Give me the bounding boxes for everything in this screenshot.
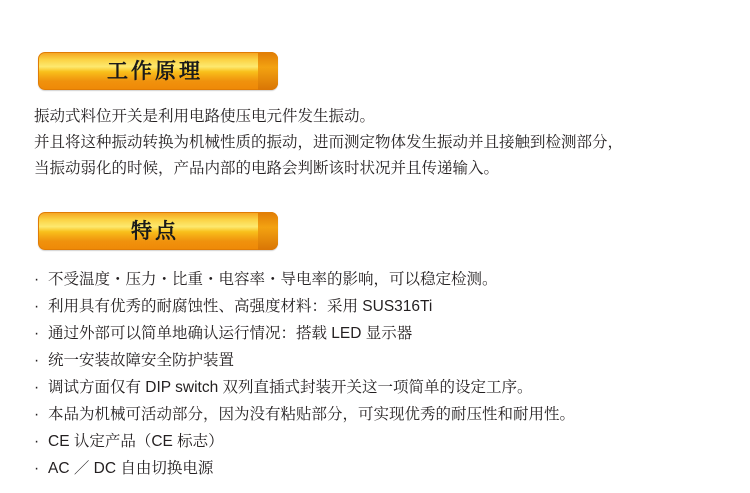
- bullet-marker: ·: [34, 352, 40, 369]
- feature-list: [34, 266, 734, 482]
- section-features: [0, 212, 750, 482]
- list-item-label: 本品为机械可活动部分，因为没有粘贴部分，可实现优秀的耐压性和耐用性。: [48, 406, 576, 423]
- list-item: [34, 347, 734, 374]
- bullet-marker: ·: [34, 460, 40, 477]
- list-item-label: AC ／ DC 自由切换电源: [48, 460, 214, 477]
- section-heading-banner-principle: [38, 52, 278, 90]
- list-item: [34, 374, 734, 401]
- list-item-label: 利用具有优秀的耐腐蚀性、高强度材料：采用 SUS316Ti: [48, 298, 433, 315]
- bullet-marker: ·: [34, 325, 40, 342]
- list-item-label: 通过外部可以简单地确认运行情况：搭载 LED 显示器: [48, 325, 413, 342]
- principle-paragraph-2: 并且将这种振动转换为机械性质的振动，进而测定物体发生振动并且接触到检测部分，: [34, 134, 624, 151]
- principle-body-text: [34, 104, 724, 182]
- list-item-label: 调试方面仅有 DIP switch 双列直插式封装开关这一项简单的设定工序。: [48, 379, 533, 396]
- list-item: [34, 428, 734, 455]
- bullet-marker: ·: [34, 298, 40, 315]
- section-heading-banner-features: [38, 212, 278, 250]
- list-item: [34, 293, 734, 320]
- principle-paragraph-1: 振动式料位开关是利用电路使压电元件发生振动。: [34, 108, 376, 125]
- bullet-marker: ·: [34, 271, 40, 288]
- list-item: [34, 320, 734, 347]
- list-item: [34, 401, 734, 428]
- bullet-marker: ·: [34, 406, 40, 423]
- list-item: [34, 455, 734, 482]
- list-item-label: 不受温度・压力・比重・电容率・导电率的影响，可以稳定检测。: [48, 271, 498, 288]
- bullet-marker: ·: [34, 379, 40, 396]
- list-item-label: CE 认定产品（CE 标志）: [48, 433, 224, 450]
- principle-paragraph-3: 当振动弱化的时候，产品内部的电路会判断该时状况并且传递输入。: [34, 160, 500, 177]
- section-working-principle: [0, 52, 750, 182]
- bullet-marker: ·: [34, 433, 40, 450]
- list-item-label: 统一安装故障安全防护装置: [48, 352, 235, 369]
- list-item: [34, 266, 734, 293]
- section-heading-text: 工作原理: [107, 59, 203, 83]
- section-heading-text: 特点: [131, 219, 179, 243]
